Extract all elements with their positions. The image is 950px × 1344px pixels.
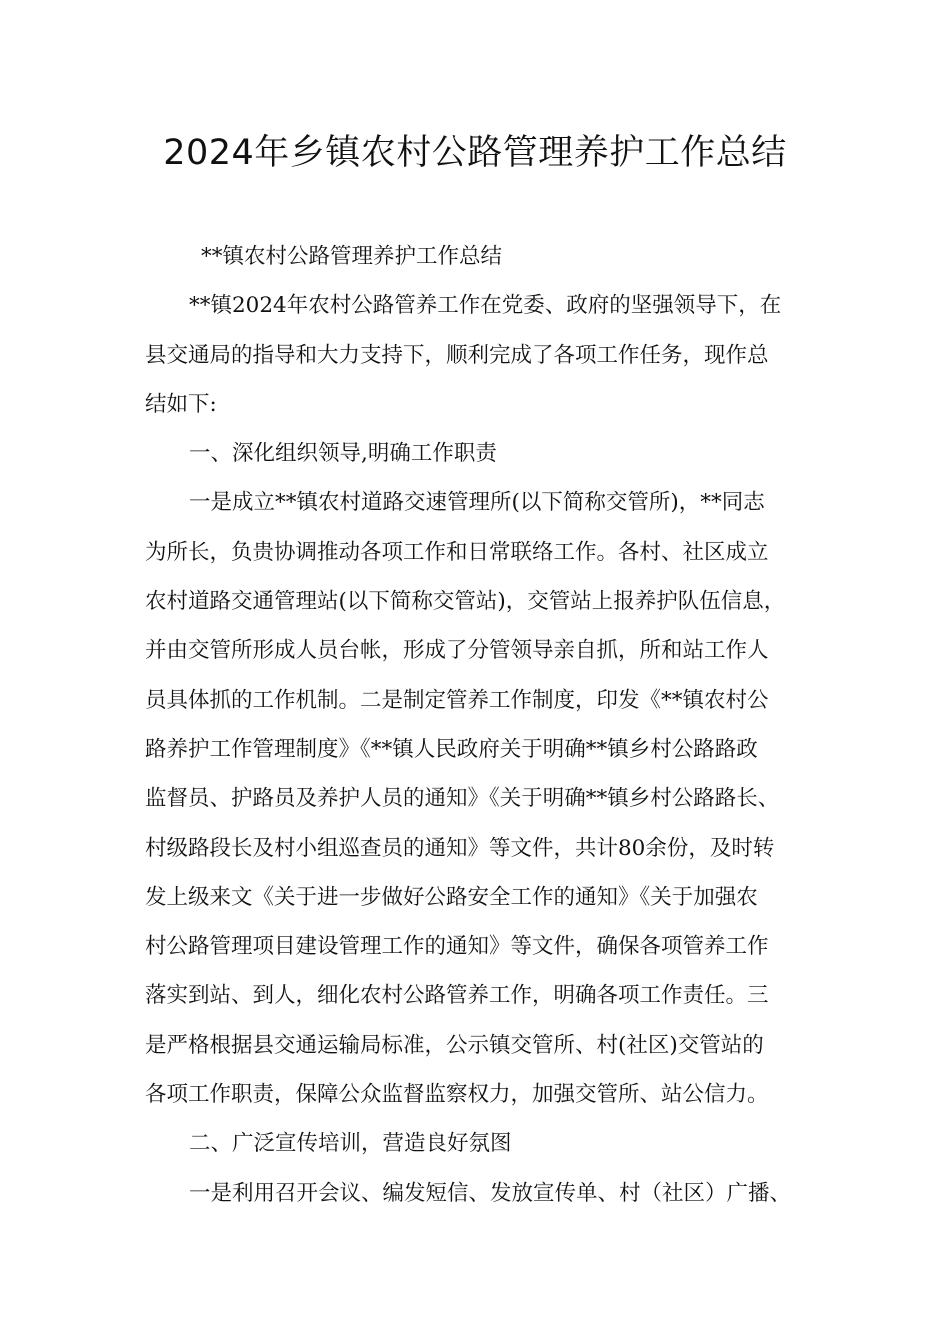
paragraph-line: 村级路段长及村小组巡查员的通知》等文件，共计80余份，及时转 <box>145 835 775 861</box>
paragraph-line: 员具体抓的工作机制。二是制定管养工作制度，印发《**镇农村公 <box>145 687 769 713</box>
paragraph-line: 结如下: <box>145 391 217 417</box>
subtitle-line: **镇农村公路管理养护工作总结 <box>201 244 503 269</box>
paragraph-line: 县交通局的指导和大力支持下，顺利完成了各项工作任务，现作总 <box>145 342 769 368</box>
paragraph-line: 落实到站、到人，细化农村公路管养工作，明确各项工作责任。三 <box>145 983 769 1009</box>
paragraph-line: 监督员、护路员及养护人员的通知》《关于明确**镇乡村公路路长、 <box>145 786 780 812</box>
paragraph-line: 一是成立**镇农村道路交速管理所(以下简称交管所)，**同志 <box>189 490 765 516</box>
section-heading: 一、深化组织领导,明确工作职责 <box>189 441 497 467</box>
paragraph-line: 发上级来文《关于进一步做好公路安全工作的通知》《关于加强农 <box>145 884 758 910</box>
section-heading: 二、广泛宣传培训，营造良好氛图 <box>189 1131 512 1157</box>
paragraph-line: 为所长，负贵协调推动各项工作和日常联络工作。各村、社区成立 <box>145 539 769 565</box>
paragraph-line: 各项工作职责，保障公众监督监察权力，加强交管所、站公信力。 <box>145 1082 769 1108</box>
paragraph-line: 一是利用召开会议、编发短信、发放宣传单、村（社区）广播、 <box>189 1180 792 1206</box>
paragraph-line: 并由交管所形成人员台帐，形成了分管领导亲自抓，所和站工作人 <box>145 638 769 664</box>
paragraph-line: **镇2024年农村公路管养工作在党委、政府的坚强领导下，在 <box>189 293 782 319</box>
paragraph-line: 村公路管理项目建设管理工作的通知》等文件，确保各项管养工作 <box>145 934 769 960</box>
paragraph-line: 路养护工作管理制度》《**镇人民政府关于明确**镇乡村公路路政 <box>145 736 758 762</box>
document-body <box>145 232 825 1218</box>
paragraph-line: 是严格根据县交通运输局标准，公示镇交管所、村(社区)交管站的 <box>145 1032 764 1058</box>
document-title: 2024年乡镇农村公路管理养护工作总结 <box>163 133 787 173</box>
paragraph-line: 农村道路交通管理站(以下简称交管站)，交管站上报养护队伍信息， <box>145 589 786 615</box>
